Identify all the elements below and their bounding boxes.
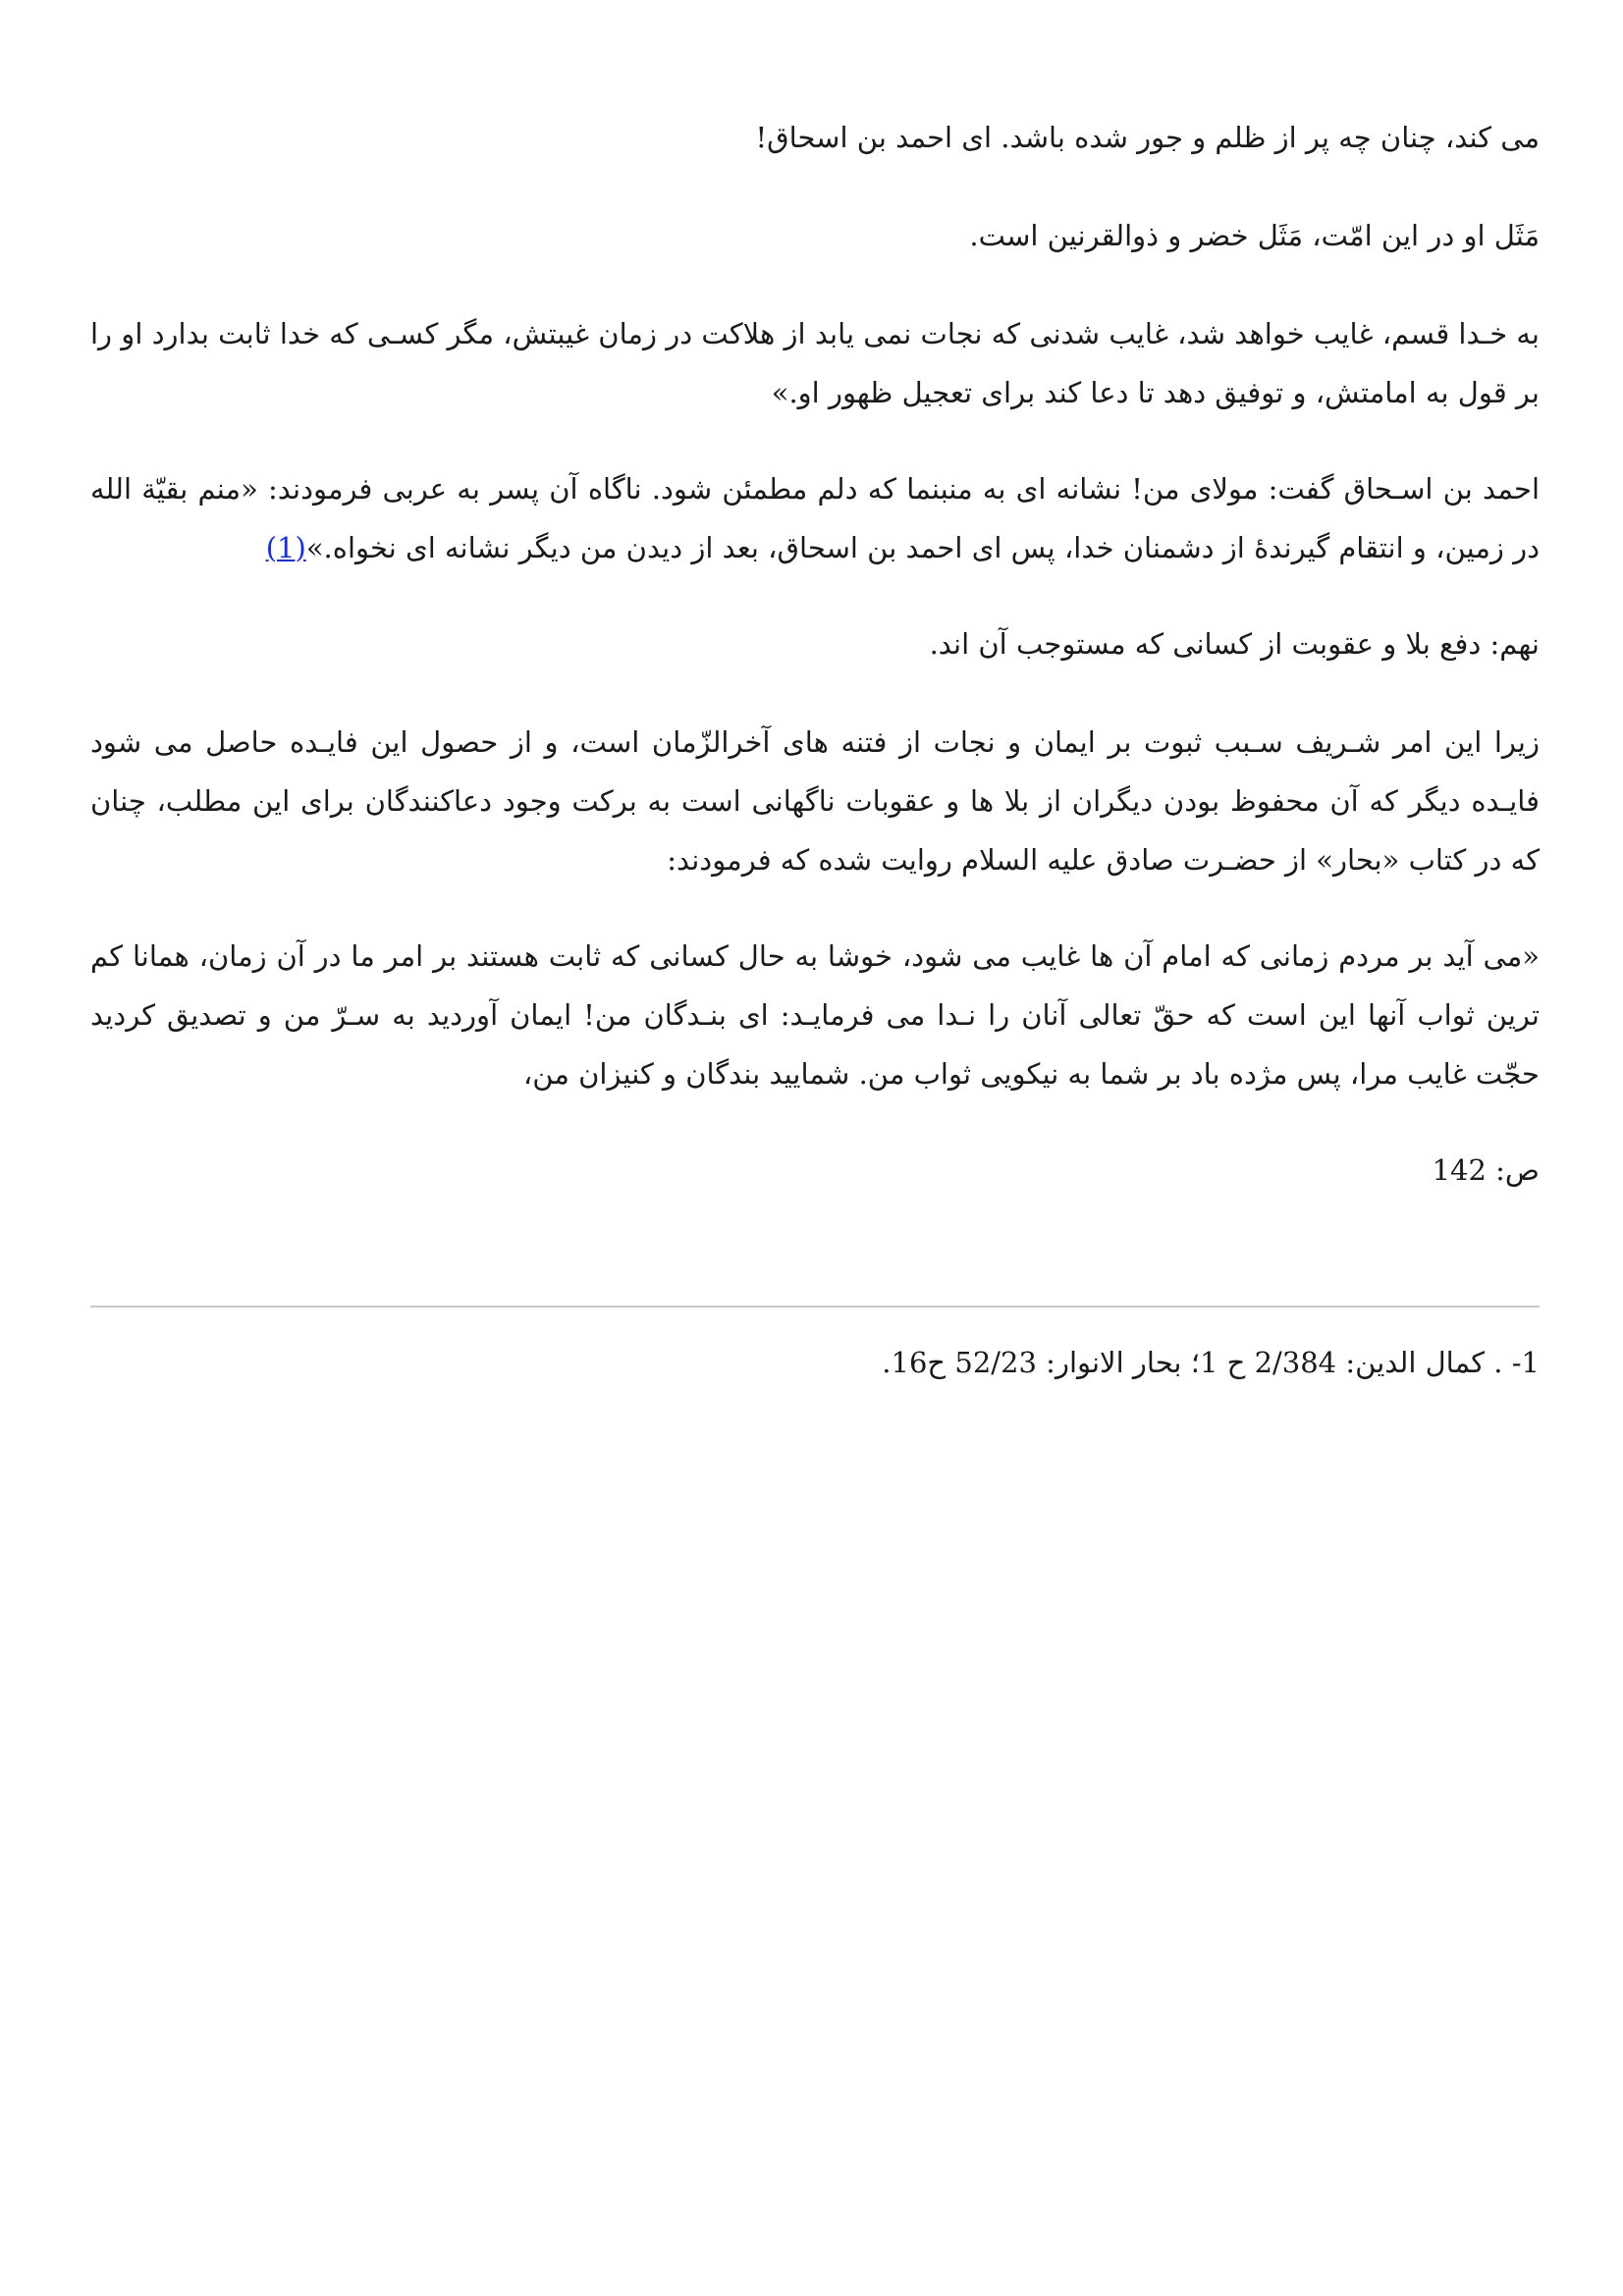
paragraph-2: مَثَل او در این امّت، مَثَل خضر و ذوالقرنین است. [969,219,1540,252]
footnote-1: 1- . کمال الدین: 2/384 ح 1؛ بحار الانوار: 52/23 ح16. [882,1346,1540,1379]
page-number: ص: 142 [1432,1153,1540,1187]
paragraph-7: «می آید بر مردم زمانی که امام آن ها غایب می شود، خوشا به حال کسانی که ثابت هستند بر امر ما در آن زمان، همانا کم ترین ثواب آنها این است که حقّ تعالی آنان را نـدا می فرمایـد: ای بنـدگان من! ایمان آوردید به سـرّ من و تصدیق کردید حجّت غایب مرا، پس مژده باد بر شما به نیکویی ثواب من. شمایید بندگان و کنیزان من، [90,939,1540,1091]
paragraph-5: نهم: دفع بلا و عقوبت از کسانی که مستوجب آن اند. [929,627,1540,661]
page-body [90,108,1540,1235]
paragraph-1: می کند، چنان چه پر از ظلم و جور شده باشد. ای احمد بن اسحاق! [755,121,1540,154]
footnotes [90,1333,1540,1392]
paragraph-6: زیرا این امر شـریف سـبب ثبوت بر ایمان و نجات از فتنه های آخرالزّمان است، و از حصول این فایـده حاصل می شود فایـده دیگر که آن محفوظ بودن دیگران از بلا ها و عقوبات ناگهانی است به برکت وجود دعاکنندگان برای این مطلب، چنان که در کتاب «بحار» از حضـرت صادق علیه السلام روایت شده که فرمودند: [90,725,1540,877]
paragraph-4 [90,459,1540,577]
paragraph-3: به خـدا قسم، غایب خواهد شد، غایب شدنی که نجات نمی یابد از هلاکت در زمان غیبتش، مگر کسـی که خدا ثابت بدارد او را بر قول به امامتش، و توفیق دهد تا دعا کند برای تعجیل ظهور او.» [90,317,1540,409]
paragraph-4-text: احمد بن اسـحاق گفت: مولای من! نشانه ای به منبنما که دلم مطمئن شود. ناگاه آن پسر به عربی فرمودند: «منم بقیّة الله در زمین، و انتقام گیرندهٔ از دشمنان خدا، پس ای احمد بن اسحاق، بعد از دیدن من دیگر نشانه ای نخواه.» [90,472,1540,564]
footnote-divider [90,1306,1540,1308]
footnote-link[interactable]: (1) [265,531,306,564]
